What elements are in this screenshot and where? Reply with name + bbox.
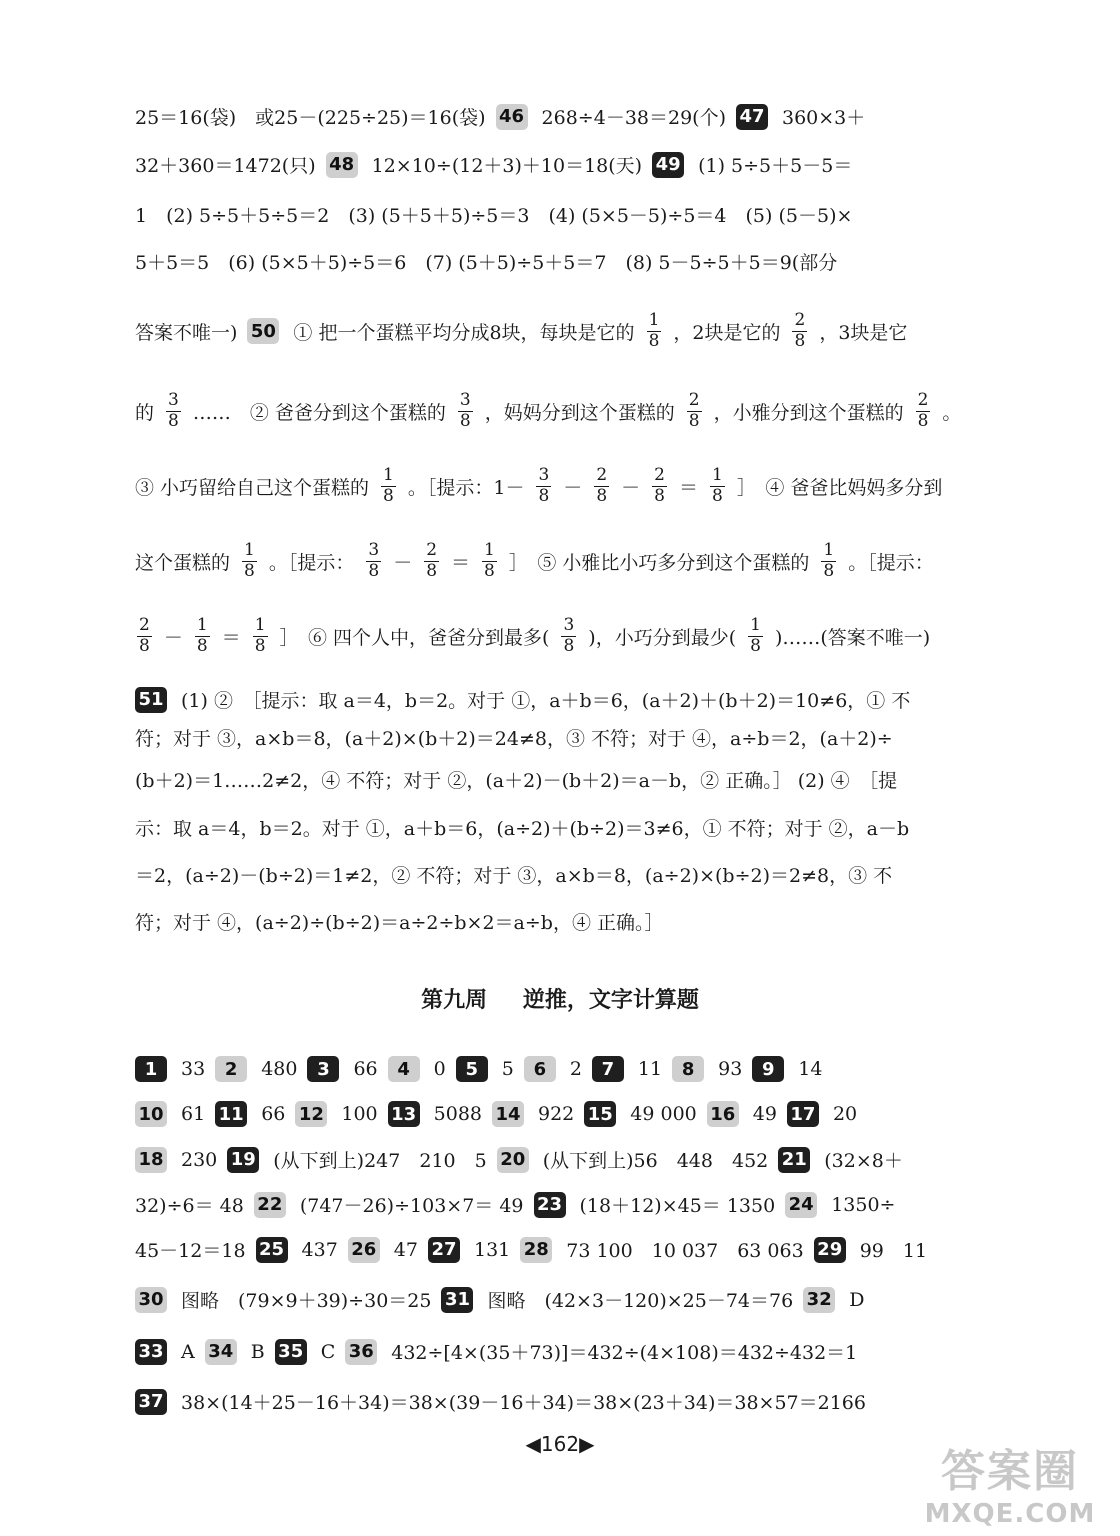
- fraction-numerator: 2: [688, 390, 700, 410]
- answer-text: 32＋360＝1472(只): [135, 155, 316, 177]
- answer-line: [135, 311, 1007, 351]
- answer-text: 这个蛋糕的: [135, 551, 231, 574]
- answer-text: 360×3＋: [782, 107, 866, 129]
- question-number-badge: 4: [388, 1056, 420, 1082]
- fraction-numerator: 2: [794, 310, 806, 330]
- fraction: [536, 466, 551, 506]
- answer-text: …… ② 爸爸分到这个蛋糕的: [192, 401, 446, 424]
- fraction-denominator: 8: [538, 485, 550, 506]
- answer-text: (32×8＋: [824, 1150, 903, 1172]
- fraction-numerator: 1: [244, 540, 255, 560]
- fraction-numerator: 1: [712, 465, 723, 485]
- question-number-badge: 15: [584, 1101, 616, 1127]
- fraction-denominator: 8: [254, 635, 266, 656]
- fraction-numerator: 1: [254, 615, 266, 635]
- answer-line: [135, 391, 1007, 431]
- question-number-badge: 32: [803, 1287, 835, 1313]
- question-number-badge: 29: [814, 1237, 846, 1263]
- answer-text: ＝: [221, 626, 241, 649]
- fraction-numerator: 2: [917, 390, 929, 410]
- question-number-badge: 25: [256, 1237, 288, 1263]
- answer-line: [135, 1191, 1007, 1218]
- question-number-badge: 24: [785, 1192, 817, 1218]
- answer-line: [135, 466, 1007, 506]
- answer-line: [135, 1146, 1007, 1173]
- answer-text: )……(答案不唯一): [774, 626, 931, 649]
- question-number-badge: 30: [135, 1287, 167, 1313]
- fraction-denominator: 8: [794, 330, 806, 351]
- answer-line: [135, 201, 1007, 228]
- question-number-badge: 2: [215, 1056, 247, 1082]
- watermark-logo: [910, 1434, 1110, 1530]
- answer-line: [135, 248, 1007, 275]
- question-number-badge: 9: [752, 1056, 784, 1082]
- answer-text: (1) 5÷5＋5－5＝: [698, 155, 853, 177]
- answer-text: ，妈妈分到这个蛋糕的: [484, 401, 675, 424]
- fraction-numerator: 1: [823, 540, 835, 560]
- answer-text: ，2块是它的: [673, 321, 781, 344]
- fraction: [482, 541, 497, 581]
- fraction-denominator: 8: [563, 635, 575, 656]
- fraction: [253, 616, 268, 656]
- fraction-denominator: 8: [654, 485, 665, 506]
- fraction-numerator: 3: [538, 465, 550, 485]
- question-number-badge: 19: [227, 1147, 259, 1173]
- answer-text: ，小雅分到这个蛋糕的: [713, 401, 904, 424]
- answer-text: 1 (2) 5÷5＋5÷5＝2 (3) (5＋5＋5)÷5＝3 (4) (5×5－5)÷5＝4 (5) (5－5)×: [135, 205, 853, 227]
- fraction-denominator: 8: [383, 485, 394, 506]
- fraction: [687, 391, 702, 431]
- answer-line: [135, 686, 1007, 713]
- answer-text: 5＋5＝5 (6) (5×5＋5)÷5＝6 (7) (5＋5)÷5＋5＝7 (8) 5－5÷5＋5＝9(部分: [135, 252, 838, 274]
- answer-line: [135, 814, 1007, 841]
- answer-text: 。［提示：: [268, 551, 355, 574]
- question-number-badge: 27: [428, 1237, 460, 1263]
- question-number-badge: 17: [787, 1101, 819, 1127]
- answer-line: [135, 861, 1007, 888]
- question-number-badge: 14: [492, 1101, 524, 1127]
- fraction-numerator: 2: [426, 540, 438, 560]
- question-number-badge: 31: [441, 1287, 473, 1313]
- question-number-badge: 20: [497, 1147, 529, 1173]
- answer-text: B: [250, 1340, 265, 1363]
- fraction-numerator: 2: [654, 465, 665, 485]
- answer-text: 符；对于 ④，(a÷2)÷(b÷2)＝a÷2÷b×2＝a÷b，④ 正确。］: [135, 912, 664, 934]
- answer-text: －: [563, 476, 583, 499]
- fraction: [195, 616, 210, 656]
- page-arrow-right-icon: ▶: [579, 1432, 595, 1456]
- question-number-badge: 10: [135, 1101, 167, 1127]
- answer-text: －: [393, 551, 413, 574]
- page-arrow-left-icon: ◀: [525, 1432, 541, 1456]
- answer-text: 1350÷: [831, 1193, 896, 1216]
- topic-label: 逆推，文字计算题: [522, 988, 699, 1013]
- answer-line: [135, 616, 1007, 656]
- answer-text: 480: [261, 1058, 298, 1080]
- fraction: [916, 391, 931, 431]
- answer-line: [135, 908, 1007, 935]
- question-number-badge: 6: [524, 1056, 556, 1082]
- answer-text: 66: [261, 1103, 286, 1125]
- question-number-badge: 11: [215, 1101, 247, 1127]
- question-number-badge: 49: [652, 152, 684, 178]
- answer-text: 131: [473, 1238, 511, 1261]
- question-number-badge: 1: [135, 1056, 167, 1082]
- answer-text: 。［提示：: [848, 551, 934, 574]
- answer-text: 图略 (79×9＋39)÷30＝25: [181, 1290, 432, 1312]
- question-number-badge: 48: [326, 152, 358, 178]
- answer-line: [135, 766, 1007, 793]
- fraction-numerator: 3: [563, 615, 575, 635]
- answer-text: 49: [752, 1103, 777, 1125]
- answer-text: 99 11: [859, 1240, 928, 1262]
- fraction: [647, 311, 662, 351]
- question-number-badge: 12: [295, 1101, 327, 1127]
- fraction-denominator: 8: [688, 410, 700, 431]
- question-number-badge: 50: [247, 318, 279, 344]
- answer-text: 。: [942, 401, 962, 424]
- fraction-denominator: 8: [368, 560, 380, 581]
- answer-line: [135, 1388, 1007, 1415]
- page-number-text: 162: [540, 1432, 580, 1456]
- answer-text: 268÷4－38＝29(个): [541, 107, 726, 129]
- answer-text: －: [621, 476, 641, 499]
- answer-text: (b＋2)＝1……2≠2，④ 不符；对于 ②，(a＋2)－(b＋2)＝a－b，② 正确。］ (2) ④ ［提: [135, 770, 898, 792]
- question-number-badge: 16: [707, 1101, 739, 1127]
- answer-text: ＝: [678, 476, 698, 499]
- fraction-numerator: 1: [750, 615, 761, 635]
- answer-text: (18＋12)×45＝ 1350: [579, 1195, 776, 1217]
- question-number-badge: 36: [345, 1339, 377, 1365]
- fraction: [652, 466, 667, 506]
- question-number-badge: 51: [135, 687, 167, 713]
- answer-text: 38×(14＋25－16＋34)＝38×(39－16＋34)＝38×(23＋34)＝38×57＝2166: [181, 1392, 866, 1414]
- fraction: [242, 541, 257, 581]
- answer-text: 73 100 10 037 63 063: [566, 1240, 804, 1262]
- answer-text: 32)÷6＝ 48: [135, 1195, 244, 1217]
- answer-text: 437: [301, 1238, 338, 1261]
- fraction-numerator: 1: [648, 310, 660, 330]
- question-number-badge: 33: [135, 1339, 167, 1365]
- answer-text: 的: [135, 401, 155, 424]
- answer-text: 。［提示：1－: [407, 476, 525, 499]
- fraction-numerator: 1: [484, 540, 495, 560]
- answer-text: ］ ⑤ 小雅比小巧多分到这个蛋糕的: [508, 551, 810, 574]
- answer-text: 2: [569, 1058, 582, 1080]
- answer-text: 61: [181, 1103, 206, 1125]
- watermark-url: MXQE.COM: [924, 1499, 1096, 1529]
- section-heading: [0, 983, 1120, 1014]
- answer-text: 47: [393, 1238, 418, 1261]
- fraction: [381, 466, 396, 506]
- answer-text: 230: [181, 1148, 218, 1171]
- watermark-title: 答案圈: [941, 1446, 1079, 1497]
- answer-text: 符；对于 ③，a×b＝8，(a＋2)×(b＋2)＝24≠8，③ 不符；对于 ④，a÷b＝2，(a＋2)÷: [135, 728, 893, 750]
- fraction-denominator: 8: [750, 635, 761, 656]
- answer-text: (从下到上)247 210 5: [273, 1150, 487, 1172]
- answer-line: [135, 541, 1007, 581]
- answer-line: [135, 1056, 1007, 1082]
- fraction-denominator: 8: [917, 410, 929, 431]
- fraction: [458, 391, 473, 431]
- fraction-denominator: 8: [196, 635, 208, 656]
- answer-text: ，3块是它: [819, 321, 908, 344]
- answer-text: 12×10÷(12＋3)＋10＝18(天): [371, 155, 643, 177]
- question-number-badge: 13: [388, 1101, 420, 1127]
- answer-text: ＝2，(a÷2)－(b÷2)＝1≠2，② 不符；对于 ③，a×b＝8，(a÷2)×(b÷2)＝2≠8，③ 不: [135, 865, 893, 887]
- answer-text: D: [849, 1288, 865, 1311]
- fraction-numerator: 2: [596, 465, 608, 485]
- answer-text: 0: [433, 1058, 446, 1080]
- fraction-numerator: 3: [459, 390, 471, 410]
- answer-text: 45－12＝18: [135, 1240, 246, 1262]
- answer-text: 答案不唯一): [135, 321, 238, 344]
- answer-text: 示：取 a＝4，b＝2。对于 ①，a＋b＝6，(a÷2)＋(b÷2)＝3≠6，① 不符；对于 ②，a－b: [135, 818, 910, 840]
- answer-text: 33: [181, 1058, 206, 1080]
- week-label: 第九周: [421, 988, 488, 1013]
- fraction-denominator: 8: [596, 485, 608, 506]
- question-number-badge: 47: [736, 104, 768, 130]
- fraction-denominator: 8: [823, 560, 835, 581]
- answer-text: )，小巧分到最少(: [588, 626, 737, 649]
- fraction: [821, 541, 836, 581]
- fraction: [710, 466, 725, 506]
- answer-text: 5088: [433, 1103, 482, 1125]
- answer-text: ＝: [451, 551, 471, 574]
- fraction: [594, 466, 609, 506]
- answer-text: 图略 (42×3－120)×25－74＝76: [487, 1290, 794, 1312]
- fraction-denominator: 8: [459, 410, 471, 431]
- answer-text: (从下到上)56 448 452: [542, 1150, 769, 1172]
- fraction: [748, 616, 763, 656]
- answer-text: (747－26)÷103×7＝ 49: [299, 1195, 524, 1217]
- fraction: [792, 311, 807, 351]
- answer-line: [135, 103, 1007, 130]
- fraction-numerator: 3: [368, 540, 380, 560]
- fraction-denominator: 8: [244, 560, 255, 581]
- fraction-denominator: 8: [426, 560, 438, 581]
- answer-text: 432÷[4×(35＋73)]＝432÷(4×108)＝432÷432＝1: [391, 1342, 858, 1364]
- question-number-badge: 7: [592, 1056, 624, 1082]
- answer-line: [135, 724, 1007, 751]
- question-number-badge: 8: [672, 1056, 704, 1082]
- fraction-denominator: 8: [139, 635, 150, 656]
- question-number-badge: 35: [275, 1339, 307, 1365]
- answer-text: A: [181, 1340, 195, 1363]
- answer-text: 14: [798, 1058, 823, 1080]
- answer-text: －: [163, 626, 183, 649]
- fraction-denominator: 8: [484, 560, 495, 581]
- answer-line: [135, 151, 1007, 178]
- answer-line: [135, 1236, 1007, 1263]
- fraction-denominator: 8: [648, 330, 660, 351]
- answer-text: 66: [353, 1058, 378, 1080]
- answer-text: ③ 小巧留给自己这个蛋糕的: [135, 476, 370, 499]
- answer-text: 93: [718, 1058, 743, 1080]
- fraction: [366, 541, 381, 581]
- answer-text: ① 把一个蛋糕平均分成8块，每块是它的: [293, 321, 635, 344]
- question-number-badge: 22: [254, 1192, 286, 1218]
- question-number-badge: 28: [520, 1237, 552, 1263]
- answer-line: [135, 1286, 1007, 1313]
- question-number-badge: 34: [205, 1339, 237, 1365]
- question-number-badge: 5: [456, 1056, 488, 1082]
- question-number-badge: 46: [496, 104, 528, 130]
- answer-text: 25＝16(袋) 或25－(225÷25)＝16(袋): [135, 107, 486, 129]
- fraction: [137, 616, 152, 656]
- fraction: [166, 391, 181, 431]
- answer-text: ］ ④ 爸爸比妈妈多分到: [736, 476, 943, 499]
- fraction-numerator: 1: [383, 465, 394, 485]
- answer-text: (1) ② ［提示：取 a＝4，b＝2。对于 ①，a＋b＝6，(a＋2)＋(b＋2)＝10≠6，① 不: [181, 690, 911, 712]
- answer-text: 5: [501, 1058, 514, 1080]
- fraction-numerator: 1: [196, 615, 208, 635]
- question-number-badge: 37: [135, 1389, 167, 1415]
- fraction-denominator: 8: [712, 485, 723, 506]
- answer-text: 922: [538, 1103, 575, 1125]
- question-number-badge: 18: [135, 1147, 167, 1173]
- answer-line: [135, 1101, 1007, 1127]
- fraction: [561, 616, 576, 656]
- fraction-numerator: 2: [139, 615, 150, 635]
- answer-text: ］ ⑥ 四个人中，爸爸分到最多(: [279, 626, 550, 649]
- answer-text: C: [320, 1340, 336, 1363]
- question-number-badge: 26: [348, 1237, 380, 1263]
- question-number-badge: 23: [534, 1192, 566, 1218]
- question-number-badge: 3: [307, 1056, 339, 1082]
- answer-line: [135, 1338, 1007, 1365]
- answer-text: 49 000: [630, 1103, 697, 1125]
- question-number-badge: 21: [778, 1147, 810, 1173]
- fraction-denominator: 8: [168, 410, 179, 431]
- fraction-numerator: 3: [168, 390, 179, 410]
- answer-text: 11: [637, 1058, 663, 1080]
- fraction: [424, 541, 439, 581]
- answer-text: 100: [341, 1103, 378, 1125]
- answer-text: 20: [832, 1103, 858, 1125]
